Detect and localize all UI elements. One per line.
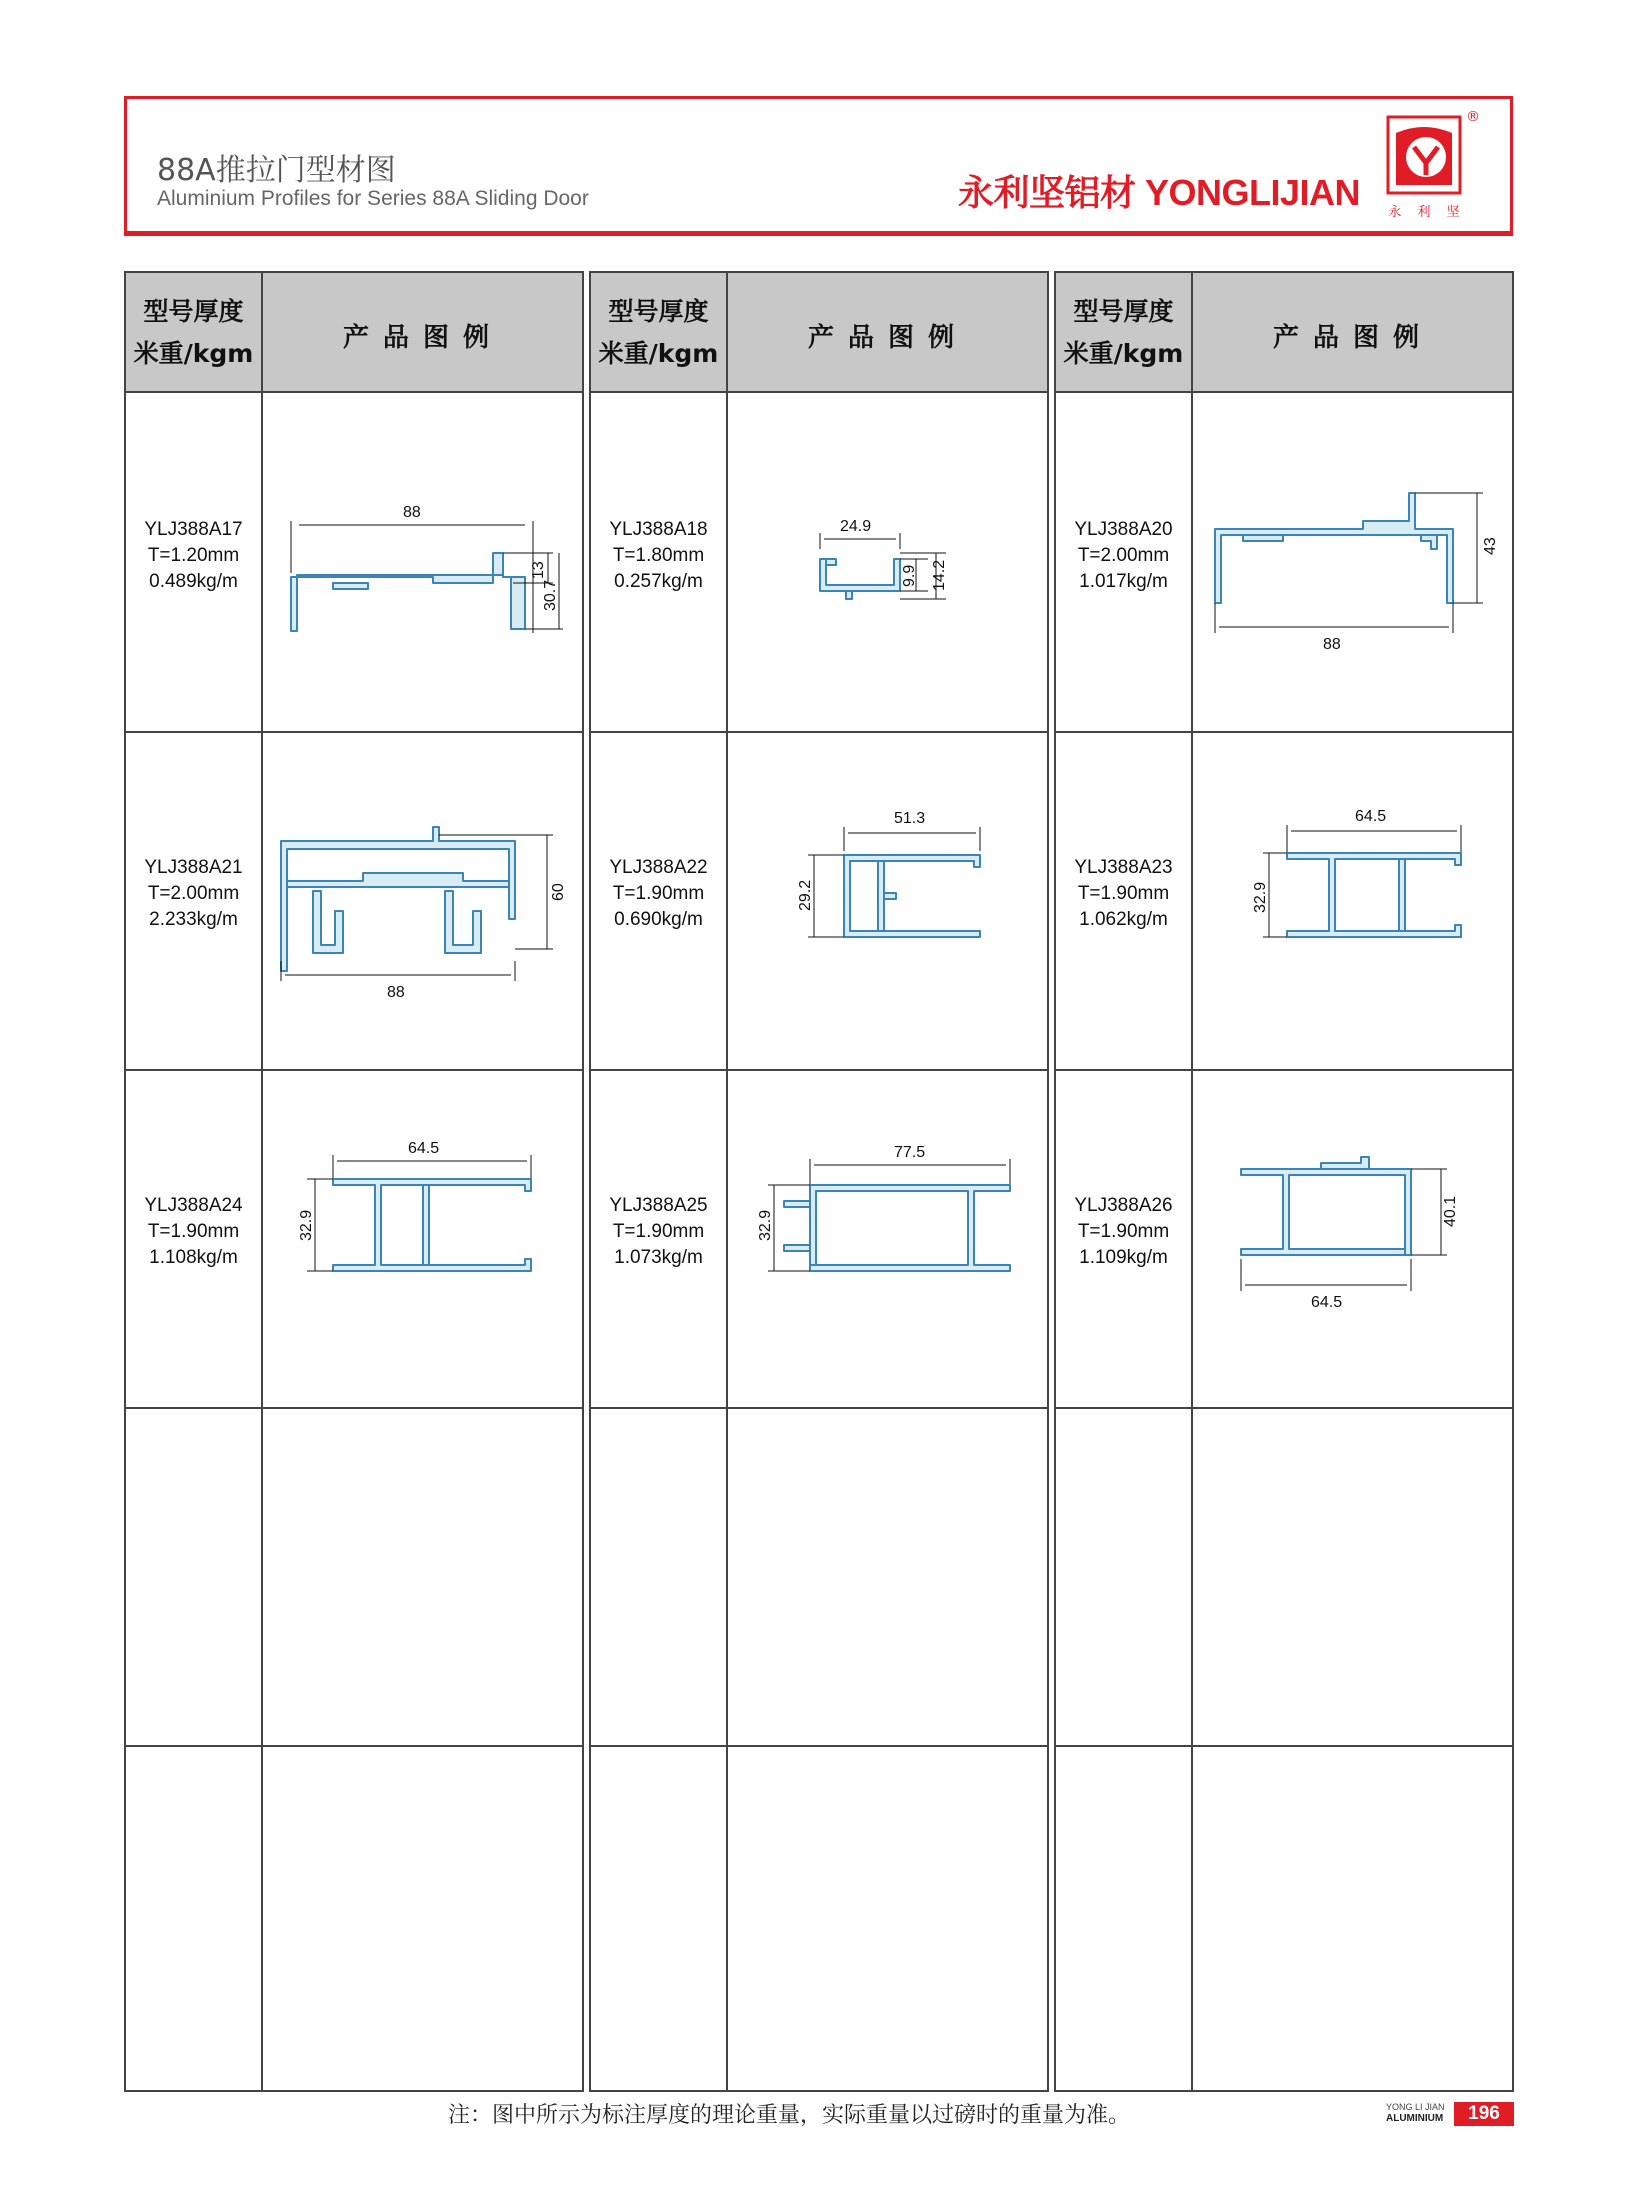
thickness: T=1.90mm	[612, 1221, 705, 1242]
dimension-label: 77.5	[894, 1144, 926, 1161]
unit-weight: 2.233kg/m	[149, 909, 238, 930]
model-code: YLJ388A20	[1074, 519, 1173, 540]
dimension-label: 29.2	[797, 879, 814, 911]
header-model-line2: 米重/kgm	[598, 339, 719, 368]
spec-cell	[1056, 1193, 1191, 1271]
header-model-line2: 米重/kgm	[1063, 339, 1184, 368]
model-code: YLJ388A24	[144, 1195, 243, 1216]
spec-cell	[1056, 855, 1191, 933]
logo-caption: 永 利 坚	[1388, 205, 1466, 220]
header-model-line1: 型号厚度	[1073, 297, 1174, 326]
brand-logo	[1384, 113, 1470, 221]
dimension-label: 64.5	[1311, 1294, 1343, 1311]
thickness: T=1.90mm	[147, 1221, 240, 1242]
unit-weight: 1.062kg/m	[1079, 909, 1168, 930]
table-header	[1056, 273, 1512, 393]
model-code: YLJ388A18	[609, 519, 708, 540]
header-drawing-label: 产品图例	[807, 323, 968, 353]
dimension-label: 43	[1482, 537, 1499, 555]
footer-note: 注：图中所示为标注厚度的理论重量，实际重量以过磅时的重量为准。	[448, 2103, 1131, 2128]
profile-drawing	[263, 731, 582, 1069]
model-code: YLJ388A22	[609, 857, 708, 878]
spec-cell	[591, 855, 726, 933]
page-subtitle: Aluminium Profiles for Series 88A Sliding Door	[157, 187, 589, 210]
profile-drawing	[728, 393, 1047, 731]
page-header	[124, 96, 1513, 234]
profile-drawing	[1193, 1069, 1512, 1407]
tag-brand: YONG LI JIAN	[1386, 2102, 1445, 2112]
unit-weight: 0.489kg/m	[149, 571, 238, 592]
dimension-label: 14.2	[931, 559, 948, 591]
header-model-label	[126, 291, 261, 375]
profile-drawing	[728, 1069, 1047, 1407]
dimension-label: 32.9	[757, 1209, 774, 1241]
dimension-label: 88	[1323, 636, 1341, 653]
table-header	[591, 273, 1047, 393]
dimension-label: 64.5	[1355, 808, 1387, 825]
dimension-label: 60	[550, 883, 567, 901]
page-title: 88A推拉门型材图	[157, 153, 396, 188]
header-model-line1: 型号厚度	[608, 297, 709, 326]
thickness: T=1.90mm	[612, 883, 705, 904]
dimension-label: 51.3	[894, 810, 926, 827]
spec-cell	[126, 1193, 261, 1271]
page-number: 196	[1454, 2102, 1514, 2126]
profile-table-3	[1054, 271, 1514, 2092]
page-number-tag	[1386, 2102, 1514, 2126]
thickness: T=2.00mm	[1077, 545, 1170, 566]
dimension-label: 88	[403, 504, 421, 521]
thickness: T=1.90mm	[1077, 883, 1170, 904]
dimension-label: 13	[530, 561, 547, 579]
profile-drawing	[1193, 731, 1512, 1069]
registered-mark: ®	[1466, 109, 1480, 125]
header-model-label	[1056, 291, 1191, 375]
profile-table-2	[589, 271, 1049, 2092]
profile-drawing	[728, 731, 1047, 1069]
model-code: YLJ388A17	[144, 519, 243, 540]
dimension-label: 40.1	[1442, 1195, 1459, 1227]
brand-name: 永利坚铝材 YONGLIJIAN	[957, 172, 1360, 213]
header-drawing-label: 产品图例	[342, 323, 503, 353]
thickness: T=1.90mm	[1077, 1221, 1170, 1242]
profile-drawing	[263, 1069, 582, 1407]
unit-weight: 1.109kg/m	[1079, 1247, 1168, 1268]
model-code: YLJ388A21	[144, 857, 243, 878]
logo-icon	[1384, 113, 1470, 201]
header-model-line1: 型号厚度	[143, 297, 244, 326]
header-drawing-label: 产品图例	[1272, 323, 1433, 353]
unit-weight: 0.257kg/m	[614, 571, 703, 592]
header-rule	[124, 231, 1513, 236]
model-code: YLJ388A25	[609, 1195, 708, 1216]
dimension-label: 30.7	[542, 579, 559, 611]
thickness: T=1.20mm	[147, 545, 240, 566]
thickness: T=2.00mm	[147, 883, 240, 904]
dimension-label: 24.9	[840, 518, 872, 535]
profile-drawing	[263, 393, 582, 731]
dimension-label: 32.9	[298, 1209, 315, 1241]
table-header	[126, 273, 582, 393]
model-code: YLJ388A26	[1074, 1195, 1173, 1216]
spec-cell	[591, 1193, 726, 1271]
tag-aluminium: ALUMINIUM	[1386, 2113, 1444, 2124]
profile-drawing	[1193, 393, 1512, 731]
thickness: T=1.80mm	[612, 545, 705, 566]
spec-cell	[126, 855, 261, 933]
unit-weight: 1.108kg/m	[149, 1247, 238, 1268]
profile-table-1	[124, 271, 584, 2092]
spec-cell	[591, 517, 726, 595]
unit-weight: 1.073kg/m	[614, 1247, 703, 1268]
unit-weight: 0.690kg/m	[614, 909, 703, 930]
unit-weight: 1.017kg/m	[1079, 571, 1168, 592]
dimension-label: 32.9	[1252, 881, 1269, 913]
header-model-label	[591, 291, 726, 375]
dimension-label: 9.9	[901, 564, 918, 587]
dimension-label: 64.5	[408, 1140, 440, 1157]
dimension-label: 88	[387, 984, 405, 1001]
header-model-line2: 米重/kgm	[133, 339, 254, 368]
model-code: YLJ388A23	[1074, 857, 1173, 878]
spec-cell	[126, 517, 261, 595]
spec-cell	[1056, 517, 1191, 595]
